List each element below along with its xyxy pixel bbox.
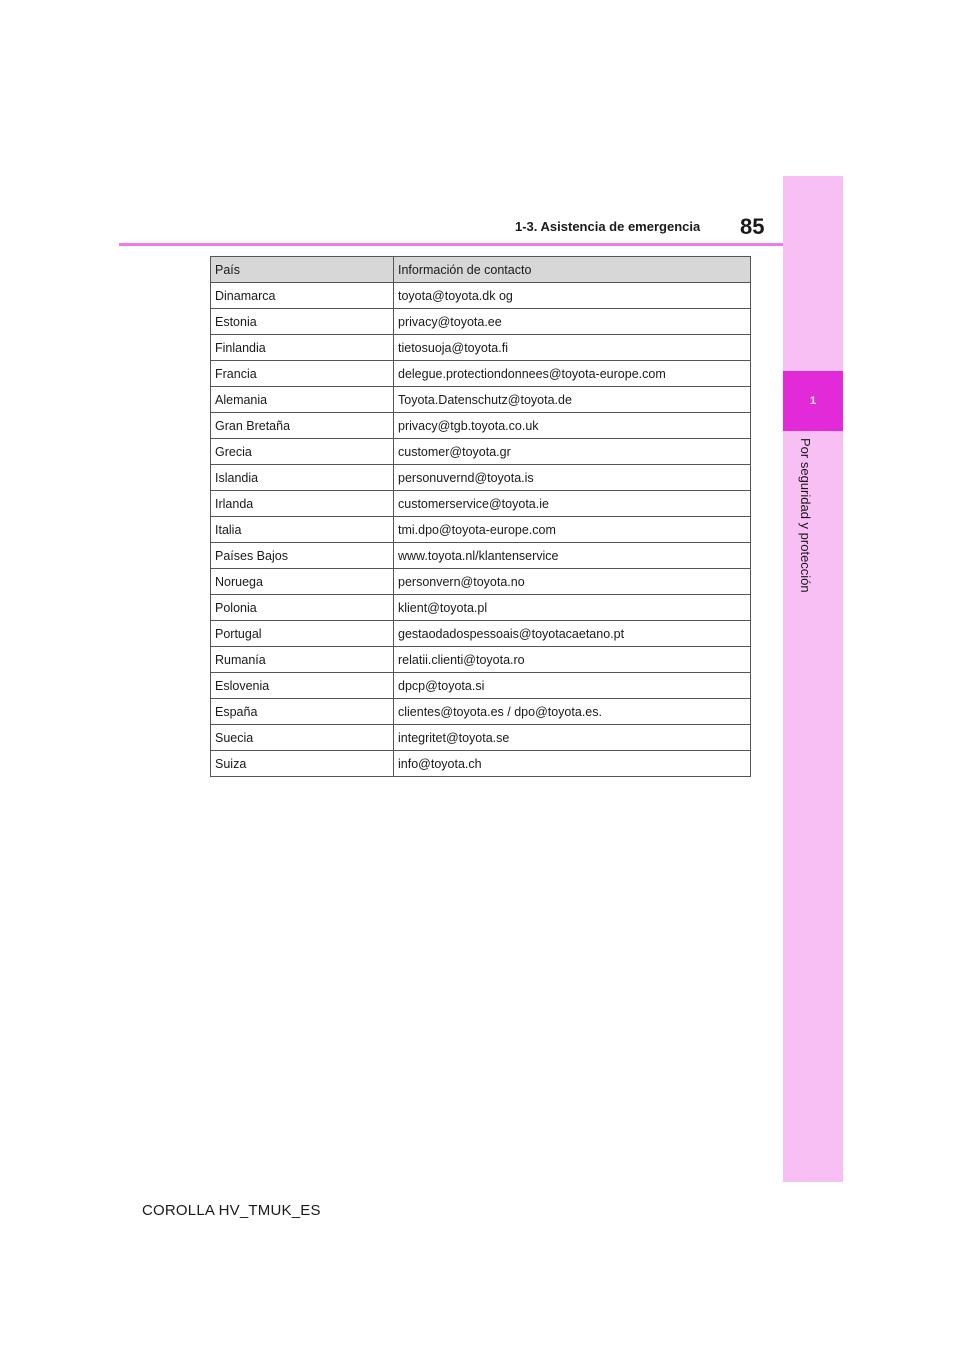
country-cell: Polonia (211, 595, 394, 621)
country-cell: España (211, 699, 394, 725)
country-cell: Finlandia (211, 335, 394, 361)
contact-cell: customerservice@toyota.ie (394, 491, 751, 517)
country-cell: Suecia (211, 725, 394, 751)
country-cell: Estonia (211, 309, 394, 335)
column-header-contact: Información de contacto (394, 257, 751, 283)
table-row (211, 673, 751, 699)
contact-table (210, 256, 751, 777)
table-row (211, 309, 751, 335)
country-cell: Grecia (211, 439, 394, 465)
country-cell: Alemania (211, 387, 394, 413)
section-title: 1-3. Asistencia de emergencia (515, 219, 701, 234)
contact-cell: toyota@toyota.dk og (394, 283, 751, 309)
contact-cell: integritet@toyota.se (394, 725, 751, 751)
table-row (211, 647, 751, 673)
table-row (211, 543, 751, 569)
table-row (211, 621, 751, 647)
page-number: 85 (740, 214, 765, 239)
country-cell: Gran Bretaña (211, 413, 394, 439)
country-cell: Noruega (211, 569, 394, 595)
table-row (211, 283, 751, 309)
table-row (211, 413, 751, 439)
header-rule (119, 243, 783, 246)
column-header-country: País (211, 257, 394, 283)
contact-cell: privacy@toyota.ee (394, 309, 751, 335)
contact-cell: privacy@tgb.toyota.co.uk (394, 413, 751, 439)
contact-cell: info@toyota.ch (394, 751, 751, 777)
table-row (211, 465, 751, 491)
country-cell: Suiza (211, 751, 394, 777)
manual-code: COROLLA HV_TMUK_ES (142, 1202, 321, 1219)
table-row (211, 699, 751, 725)
country-cell: Irlanda (211, 491, 394, 517)
country-cell: Italia (211, 517, 394, 543)
table-row (211, 751, 751, 777)
table-row (211, 595, 751, 621)
chapter-number-badge: 1 (783, 371, 843, 431)
table-row (211, 361, 751, 387)
table-row (211, 439, 751, 465)
table-row (211, 569, 751, 595)
country-cell: Países Bajos (211, 543, 394, 569)
country-cell: Eslovenia (211, 673, 394, 699)
contact-cell: tmi.dpo@toyota-europe.com (394, 517, 751, 543)
table-row (211, 387, 751, 413)
contact-cell: personvern@toyota.no (394, 569, 751, 595)
table-row (211, 335, 751, 361)
contact-cell: www.toyota.nl/klantenservice (394, 543, 751, 569)
contact-cell: Toyota.Datenschutz@toyota.de (394, 387, 751, 413)
table-body (211, 283, 751, 777)
contact-cell: clientes@toyota.es / dpo@toyota.es. (394, 699, 751, 725)
table-row (211, 491, 751, 517)
chapter-label: Por seguridad y protección (798, 438, 813, 593)
table-row (211, 725, 751, 751)
side-tab (783, 176, 843, 1182)
country-cell: Portugal (211, 621, 394, 647)
country-cell: Francia (211, 361, 394, 387)
contact-cell: dpcp@toyota.si (394, 673, 751, 699)
contact-cell: relatii.clienti@toyota.ro (394, 647, 751, 673)
table-row (211, 517, 751, 543)
contact-cell: customer@toyota.gr (394, 439, 751, 465)
country-cell: Rumanía (211, 647, 394, 673)
table-header-row (211, 257, 751, 283)
contact-cell: klient@toyota.pl (394, 595, 751, 621)
country-cell: Dinamarca (211, 283, 394, 309)
country-cell: Islandia (211, 465, 394, 491)
contact-cell: tietosuoja@toyota.fi (394, 335, 751, 361)
contact-cell: gestaodadospessoais@toyotacaetano.pt (394, 621, 751, 647)
contact-cell: delegue.protectiondonnees@toyota-europe.com (394, 361, 751, 387)
contact-cell: personuvernd@toyota.is (394, 465, 751, 491)
